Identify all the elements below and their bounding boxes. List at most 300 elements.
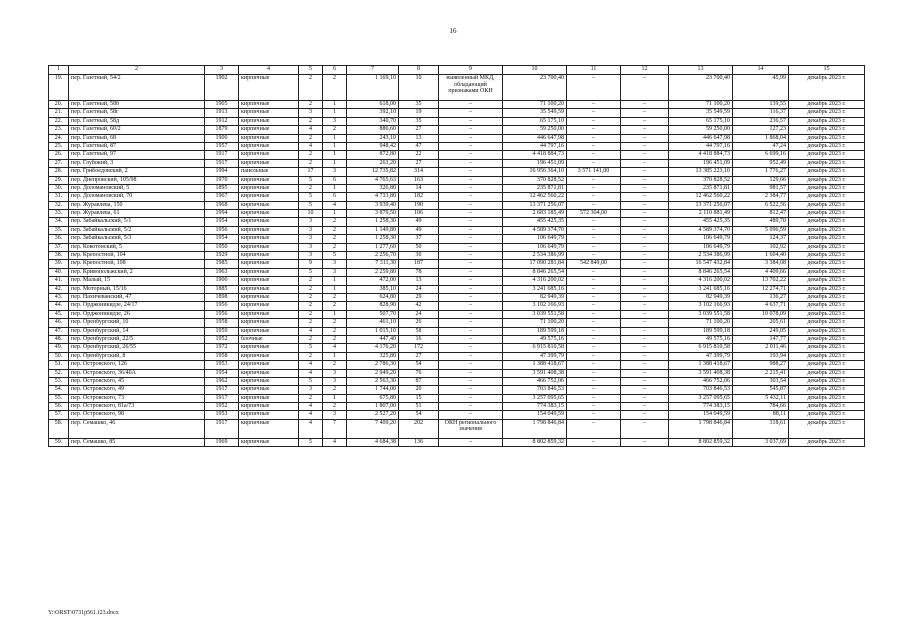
table-cell: 3: [299, 386, 323, 394]
table-cell: 1: [323, 134, 347, 142]
table-cell: 4 684,38: [347, 438, 399, 446]
table-cell: декабрь 2023 г.: [789, 260, 865, 268]
table-cell: 1 776,27: [733, 168, 789, 176]
table-cell: 455 425,35: [503, 218, 567, 226]
table-cell: 1968: [205, 201, 239, 209]
table-cell: кирпичные: [239, 193, 299, 201]
table-cell: декабрь 2023 г.: [789, 344, 865, 352]
table-cell: 4: [299, 369, 323, 377]
table-cell: 1: [323, 210, 347, 218]
table-cell: 22: [399, 151, 439, 159]
table-row: [49, 235, 865, 243]
table-cell: 1 388 418,67: [503, 361, 567, 369]
table-cell: пер. Доломановский, 70: [69, 193, 205, 201]
table-cell: 2 384,77: [733, 193, 789, 201]
table-cell: 2: [299, 394, 323, 402]
table-cell: пер. Газетный, 97: [69, 151, 205, 159]
table-cell: 3: [323, 268, 347, 276]
table-cell: –: [621, 201, 669, 209]
table-cell: 461,10: [347, 319, 399, 327]
table-cell: декабрь 2023 г.: [789, 277, 865, 285]
table-cell: 20.: [49, 101, 69, 109]
table-cell: 624,80: [347, 293, 399, 301]
table-cell: 17 090 281,84: [503, 260, 567, 268]
table-cell: декабрь 2023 г.: [789, 310, 865, 318]
table-cell: декабрь 2023 г.: [789, 101, 865, 109]
table-cell: 52.: [49, 369, 69, 377]
table-cell: 318,61: [733, 419, 789, 438]
table-row: [49, 218, 865, 226]
table-cell: 3: [299, 243, 323, 251]
table-cell: –: [621, 335, 669, 343]
table-cell: 2: [323, 403, 347, 411]
table-cell: –: [439, 243, 503, 251]
table-cell: 44 797,16: [669, 142, 733, 150]
table-cell: –: [567, 117, 621, 125]
table-cell: –: [567, 142, 621, 150]
table-cell: 30.: [49, 184, 69, 192]
table-cell: 196 451,09: [503, 159, 567, 167]
table-cell: кирпичные: [239, 386, 299, 394]
table-cell: 1972: [205, 344, 239, 352]
table-cell: 27: [399, 126, 439, 134]
table-cell: 51: [399, 403, 439, 411]
table-cell: декабрь 2023 г.: [789, 142, 865, 150]
table-row: [49, 151, 865, 159]
table-cell: кирпичные: [239, 117, 299, 125]
table-cell: –: [621, 438, 669, 446]
table-cell: 1 807,00: [347, 403, 399, 411]
table-cell: пер. Островского, 45: [69, 377, 205, 385]
table-cell: –: [621, 109, 669, 117]
table-cell: 5: [323, 252, 347, 260]
table-cell: пер. Журавлева, 150: [69, 201, 205, 209]
table-cell: 4: [299, 126, 323, 134]
table-cell: 1 277,60: [347, 243, 399, 251]
table-cell: 47.: [49, 327, 69, 335]
table-cell: 48.: [49, 335, 69, 343]
table-cell: декабрь 2023 г.: [789, 126, 865, 134]
table-cell: пер. Крепостной, 104: [69, 252, 205, 260]
table-row: [49, 419, 865, 438]
table-cell: 1 169,10: [347, 75, 399, 101]
table-cell: –: [621, 184, 669, 192]
table-row: [49, 327, 865, 335]
table-cell: 116,37: [733, 109, 789, 117]
table-cell: –: [567, 369, 621, 377]
table-cell: 1954: [205, 369, 239, 377]
table-cell: кирпичные: [239, 285, 299, 293]
table-cell: пер. Газетный, 60/2: [69, 126, 205, 134]
table-cell: 981,57: [733, 184, 789, 192]
table-cell: 1954: [205, 235, 239, 243]
table-cell: пер. Оренбургский, 10: [69, 319, 205, 327]
table-cell: 28.: [49, 168, 69, 176]
column-header: 10: [503, 66, 567, 75]
table-cell: 35 549,59: [503, 109, 567, 117]
table-cell: 4: [299, 142, 323, 150]
table-cell: –: [439, 252, 503, 260]
table-cell: 25.: [49, 142, 69, 150]
table-cell: 2 256,70: [347, 252, 399, 260]
table-cell: –: [621, 176, 669, 184]
table-row: [49, 184, 865, 192]
table-cell: 16 547 432,84: [669, 260, 733, 268]
table-cell: 53.: [49, 377, 69, 385]
table-row: [49, 126, 865, 134]
table-cell: 21.: [49, 109, 69, 117]
table-cell: –: [439, 411, 503, 419]
table-cell: –: [567, 335, 621, 343]
table-cell: –: [439, 285, 503, 293]
table-cell: 12 274,71: [733, 285, 789, 293]
table-cell: –: [621, 142, 669, 150]
table-cell: 47: [399, 142, 439, 150]
table-cell: –: [439, 218, 503, 226]
table-row: [49, 344, 865, 352]
table-row: [49, 285, 865, 293]
table-cell: пер. Островского, 73: [69, 394, 205, 402]
table-cell: 8 846 265,54: [669, 268, 733, 276]
table-cell: 4 589 374,70: [669, 226, 733, 234]
table-cell: –: [439, 327, 503, 335]
table-cell: 2 949,20: [347, 369, 399, 377]
table-cell: 187: [399, 260, 439, 268]
table-cell: 4: [299, 419, 323, 438]
table-row: [49, 403, 865, 411]
table-cell: 58: [399, 327, 439, 335]
table-cell: –: [567, 184, 621, 192]
table-cell: –: [439, 176, 503, 184]
table-cell: 1 604,40: [733, 252, 789, 260]
table-cell: 1 868,04: [733, 134, 789, 142]
table-cell: 2: [323, 361, 347, 369]
table-cell: кирпичные: [239, 293, 299, 301]
table-cell: 1917: [205, 151, 239, 159]
table-cell: –: [439, 193, 503, 201]
table-cell: 3: [299, 109, 323, 117]
table-cell: декабрь 2023 г.: [789, 75, 865, 101]
table-cell: 1969: [205, 438, 239, 446]
table-cell: 703 846,53: [669, 386, 733, 394]
table-cell: –: [621, 243, 669, 251]
table-cell: 71 100,20: [503, 319, 567, 327]
table-cell: –: [439, 310, 503, 318]
table-cell: 6 522,56: [733, 201, 789, 209]
column-header: 11: [567, 66, 621, 75]
table-cell: пер. Забайкальский, 5/1: [69, 218, 205, 226]
table-cell: 26.: [49, 151, 69, 159]
table-cell: декабрь 2023 г.: [789, 411, 865, 419]
table-cell: 466 752,06: [669, 377, 733, 385]
table-cell: –: [567, 361, 621, 369]
table-cell: –: [621, 302, 669, 310]
table-cell: 303,54: [733, 377, 789, 385]
table-cell: 1957: [205, 142, 239, 150]
table-cell: кирпичные: [239, 344, 299, 352]
table-cell: 4: [323, 201, 347, 209]
table-cell: 489,70: [733, 218, 789, 226]
table-cell: 6: [323, 176, 347, 184]
table-cell: кирпичные: [239, 235, 299, 243]
table-cell: 507,70: [347, 310, 399, 318]
table-cell: 1 798 846,84: [503, 419, 567, 438]
table-cell: 12 735,82: [347, 168, 399, 176]
table-cell: –: [567, 344, 621, 352]
table-cell: кирпичные: [239, 268, 299, 276]
column-header: 12: [621, 66, 669, 75]
table-cell: 182: [399, 193, 439, 201]
table-cell: 7 311,30: [347, 260, 399, 268]
table-cell: 136,27: [733, 293, 789, 301]
table-cell: декабрь 2023 г.: [789, 176, 865, 184]
column-header: 3: [205, 66, 239, 75]
table-cell: 19: [399, 109, 439, 117]
table-cell: 10: [299, 210, 323, 218]
table-row: [49, 310, 865, 318]
table-cell: 3 571 141,00: [567, 168, 621, 176]
table-cell: кирпичные: [239, 260, 299, 268]
table-cell: –: [439, 210, 503, 218]
table-cell: 2: [299, 75, 323, 101]
table-cell: –: [621, 260, 669, 268]
table-cell: декабрь 2023 г.: [789, 201, 865, 209]
table-cell: 812,47: [733, 210, 789, 218]
table-cell: 2: [299, 159, 323, 167]
table-cell: –: [567, 302, 621, 310]
header-row: [49, 66, 865, 75]
table-row: [49, 226, 865, 234]
table-cell: декабрь 2023 г.: [789, 419, 865, 438]
column-header: 6: [323, 66, 347, 75]
table-cell: 1: [323, 101, 347, 109]
table-cell: –: [567, 419, 621, 438]
table-cell: 54: [399, 411, 439, 419]
table-cell: –: [621, 117, 669, 125]
table-cell: пер. Газетный, 68: [69, 134, 205, 142]
table-cell: 545,87: [733, 386, 789, 394]
table-cell: –: [567, 319, 621, 327]
table-cell: декабрь 2023 г.: [789, 327, 865, 335]
table-cell: 1 149,80: [347, 226, 399, 234]
table-cell: кирпичные: [239, 201, 299, 209]
table-cell: –: [567, 159, 621, 167]
table-cell: 12 462 560,22: [669, 193, 733, 201]
table-cell: кирпичные: [239, 243, 299, 251]
table-cell: пер. Островского, 98: [69, 411, 205, 419]
table-cell: 774 383,15: [669, 403, 733, 411]
table-cell: 5: [299, 438, 323, 446]
table-cell: 1913: [205, 109, 239, 117]
table-cell: декабрь 2023 г.: [789, 117, 865, 125]
table-cell: 106 649,79: [669, 243, 733, 251]
table-cell: –: [621, 101, 669, 109]
table-cell: 56.: [49, 403, 69, 411]
table-cell: декабрь 2023 г.: [789, 293, 865, 301]
table-cell: 1 798 846,84: [669, 419, 733, 438]
table-cell: 49 575,16: [503, 335, 567, 343]
table-cell: пер. Семашко, 46: [69, 419, 205, 438]
table-body: [49, 75, 865, 447]
table-cell: 392,10: [347, 109, 399, 117]
table-cell: 2: [323, 218, 347, 226]
table-cell: –: [621, 386, 669, 394]
table-cell: 2: [323, 126, 347, 134]
table-cell: –: [621, 210, 669, 218]
table-row: [49, 168, 865, 176]
table-cell: 446 647,98: [669, 134, 733, 142]
table-cell: 27: [399, 352, 439, 360]
table-cell: 172: [399, 344, 439, 352]
table-cell: 10 078,09: [733, 310, 789, 318]
table-cell: 51.: [49, 361, 69, 369]
table-cell: 102,92: [733, 243, 789, 251]
table-cell: кирпичные: [239, 126, 299, 134]
table-cell: –: [439, 386, 503, 394]
table-cell: декабрь 2023 г.: [789, 109, 865, 117]
table-cell: –: [621, 126, 669, 134]
table-cell: –: [621, 344, 669, 352]
table-cell: кирпичные: [239, 403, 299, 411]
table-cell: 5 432,11: [733, 394, 789, 402]
table-cell: 4 316 200,02: [503, 277, 567, 285]
table-cell: 49: [399, 226, 439, 234]
table-cell: 1956: [205, 226, 239, 234]
table-cell: 24: [399, 310, 439, 318]
table-cell: ОКН регионального значения: [439, 419, 503, 438]
table-cell: 14: [399, 184, 439, 192]
table-cell: 42.: [49, 285, 69, 293]
table-cell: 3: [299, 252, 323, 260]
table-cell: 1: [323, 142, 347, 150]
table-cell: 370 828,52: [669, 176, 733, 184]
table-cell: 23 700,40: [503, 75, 567, 101]
table-cell: 49 575,16: [669, 335, 733, 343]
table-cell: 3: [299, 235, 323, 243]
table-cell: 49.: [49, 344, 69, 352]
column-header: 14: [733, 66, 789, 75]
table-cell: 2: [299, 352, 323, 360]
table-cell: –: [567, 285, 621, 293]
table-cell: декабрь 2023 г.: [789, 134, 865, 142]
table-cell: 4 733,80: [347, 193, 399, 201]
table-cell: кирпичные: [239, 377, 299, 385]
table-cell: кирпичные: [239, 142, 299, 150]
table-cell: –: [621, 226, 669, 234]
table-cell: 33.: [49, 210, 69, 218]
table-cell: –: [567, 411, 621, 419]
table-cell: 952,49: [733, 159, 789, 167]
table-cell: 3 039 551,58: [503, 310, 567, 318]
table-cell: 2: [323, 235, 347, 243]
table-cell: 1912: [205, 117, 239, 125]
table-cell: кирпичные: [239, 419, 299, 438]
table-cell: пер. Островского, 81а/73: [69, 403, 205, 411]
column-header: 13: [669, 66, 733, 75]
table-cell: –: [439, 344, 503, 352]
table-cell: декабрь 2023 г.: [789, 235, 865, 243]
table-cell: 1952: [205, 403, 239, 411]
table-cell: 2: [299, 293, 323, 301]
table-cell: пер. Островского, 126: [69, 361, 205, 369]
table-cell: 1900: [205, 277, 239, 285]
table-cell: 2: [299, 184, 323, 192]
table-cell: 446 647,98: [503, 134, 567, 142]
table-cell: 1929: [205, 252, 239, 260]
table-cell: 78: [399, 268, 439, 276]
table-cell: пер. Крепостной, 108: [69, 260, 205, 268]
table-cell: 703 846,53: [503, 386, 567, 394]
table-cell: –: [439, 168, 503, 176]
table-cell: –: [439, 277, 503, 285]
table-cell: –: [439, 335, 503, 343]
table-cell: 8 802 859,32: [669, 438, 733, 446]
table-cell: 58.: [49, 419, 69, 438]
table-cell: 1985: [205, 260, 239, 268]
table-cell: 2: [323, 327, 347, 335]
table-cell: –: [621, 361, 669, 369]
table-cell: 2: [299, 319, 323, 327]
table-cell: 3 241 685,16: [503, 285, 567, 293]
table-cell: декабрь 2023 г.: [789, 184, 865, 192]
table-cell: 36.: [49, 235, 69, 243]
table-cell: 4 765,63: [347, 176, 399, 184]
table-cell: 447,40: [347, 335, 399, 343]
table-row: [49, 386, 865, 394]
table-row: [49, 142, 865, 150]
table-cell: декабрь 2023 г.: [789, 285, 865, 293]
table-cell: декабрь 2023 г.: [789, 159, 865, 167]
table-cell: 2 534 386,99: [503, 252, 567, 260]
table-cell: 572 304,00: [567, 210, 621, 218]
table-cell: 24.: [49, 134, 69, 142]
table-cell: –: [439, 260, 503, 268]
table-cell: 370 828,52: [503, 176, 567, 184]
table-cell: 2: [323, 293, 347, 301]
table-cell: –: [567, 386, 621, 394]
table-cell: 3 384,08: [733, 260, 789, 268]
table-cell: 65 175,10: [669, 117, 733, 125]
table-cell: 1879: [205, 126, 239, 134]
table-cell: пер. Днепровский, 105/98: [69, 176, 205, 184]
table-cell: 3: [323, 260, 347, 268]
table-cell: –: [439, 293, 503, 301]
table-cell: 1902: [205, 75, 239, 101]
table-cell: –: [439, 151, 503, 159]
table-cell: 139,55: [733, 101, 789, 109]
table-row: [49, 335, 865, 343]
table-cell: 1 258,30: [347, 235, 399, 243]
table-cell: пер. Островского, 36/40А: [69, 369, 205, 377]
table-cell: 243,10: [347, 134, 399, 142]
table-cell: 3: [323, 168, 347, 176]
table-cell: 1962: [205, 377, 239, 385]
table-cell: 1: [323, 109, 347, 117]
table-cell: 196 451,09: [669, 159, 733, 167]
table-cell: пер. Островского, 49: [69, 386, 205, 394]
table-cell: 16 956 364,10: [503, 168, 567, 176]
table-cell: 45.: [49, 310, 69, 318]
table-cell: 2: [323, 386, 347, 394]
table-row: [49, 243, 865, 251]
table-cell: 13 371 256,07: [669, 201, 733, 209]
table-cell: 1953: [205, 411, 239, 419]
table-cell: 1: [323, 151, 347, 159]
table-cell: –: [621, 310, 669, 318]
table-cell: –: [439, 101, 503, 109]
table-cell: 47 399,79: [669, 352, 733, 360]
table-cell: декабрь 2023 г.: [789, 377, 865, 385]
